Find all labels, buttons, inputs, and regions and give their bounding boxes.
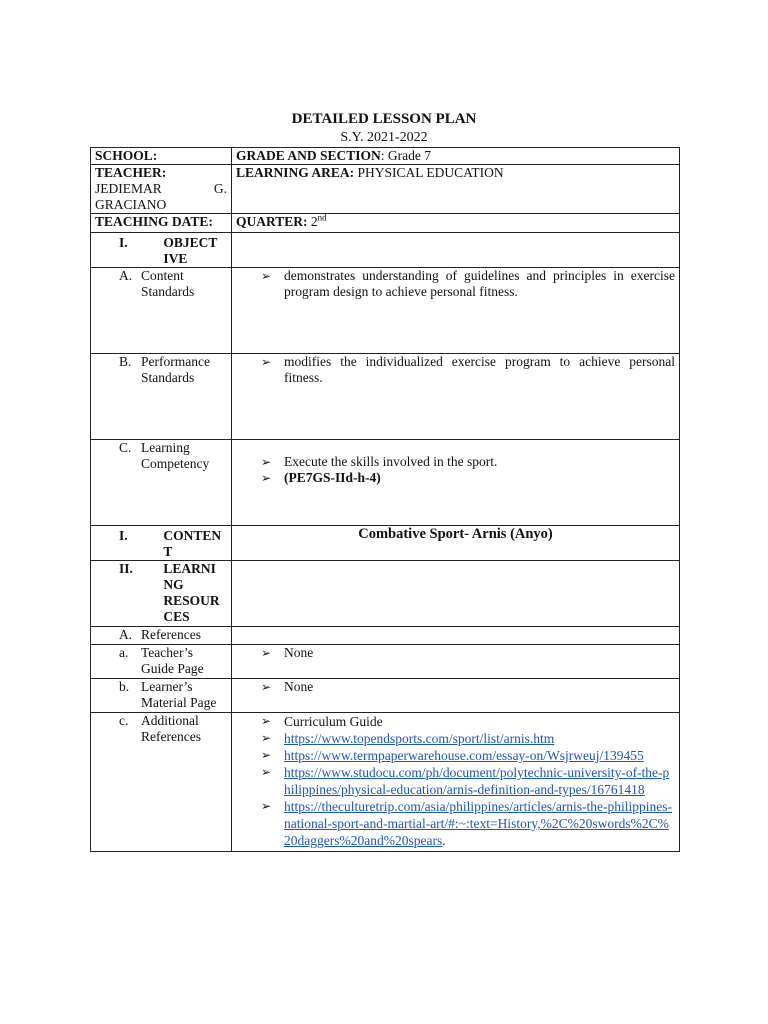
performance-standards-number: B.	[119, 354, 132, 369]
reference-link-item	[236, 764, 675, 798]
learning-competency-cell	[232, 440, 680, 526]
content-standards-number: A.	[119, 268, 133, 283]
references-value-cell	[232, 627, 680, 645]
performance-standards-item	[236, 354, 675, 386]
content-standards-cell	[232, 268, 680, 354]
teachers-guide-item	[236, 645, 675, 661]
learning-resources-label-line1: LEARNI	[163, 561, 216, 576]
reference-link-studocu[interactable]: https://www.studocu.com/ph/document/polytechnic-university-of-the-philippines/physical-education/arnis-definition-and-types/16761418	[284, 765, 670, 797]
additional-references-number: c.	[119, 713, 129, 728]
teacher-name-line	[95, 181, 227, 197]
learning-competency-label-line2: Competency	[141, 456, 210, 471]
learning-competency-label-cell	[91, 440, 232, 526]
arrowhead-bullet-icon: ➢	[261, 748, 272, 762]
references-label-cell	[91, 627, 232, 645]
content-standards-label-line2: Standards	[141, 284, 195, 299]
curriculum-guide-item	[236, 713, 675, 730]
objective-label-line2: IVE	[163, 251, 188, 266]
learning-competency-code-item	[236, 470, 675, 486]
arrowhead-bullet-icon: ➢	[261, 799, 272, 813]
content-label-line2: T	[163, 544, 173, 559]
teachers-guide-label-line1: Teacher’s	[141, 645, 194, 660]
learning-area-value: PHYSICAL EDUCATION	[354, 165, 504, 180]
teachers-guide-label-cell	[91, 645, 232, 679]
performance-standards-text: modifies the individualized exercise program to achieve personal fitness.	[284, 354, 675, 385]
teacher-last-name: GRACIANO	[95, 197, 167, 212]
learning-resources-row	[91, 561, 680, 627]
learning-resources-number: II.	[119, 561, 133, 576]
learning-resources-label-line2: NG	[163, 577, 184, 592]
reference-link-theculturetrip[interactable]: https://theculturetrip.com/asia/philippines/articles/arnis-the-philippines-national-sport-and-martial-art/#:~:text=History,%2C%20swords%2C%20daggers%20and%20spears	[284, 799, 673, 848]
content-row	[91, 526, 680, 561]
arrowhead-bullet-icon: ➢	[261, 455, 272, 469]
curriculum-guide-text: Curriculum Guide	[284, 714, 383, 729]
teacher-row	[91, 165, 680, 214]
teachers-guide-row	[91, 645, 680, 679]
objective-label-line1: OBJECT	[163, 235, 218, 250]
references-row	[91, 627, 680, 645]
content-standards-item	[236, 268, 675, 300]
grade-value: : Grade 7	[380, 148, 432, 163]
performance-standards-label-line1: Performance	[141, 354, 210, 369]
content-label-cell	[91, 526, 232, 561]
school-label: SCHOOL:	[95, 148, 158, 163]
quarter-superscript: nd	[317, 212, 327, 223]
references-number: A.	[119, 627, 133, 642]
learners-material-value: None	[284, 679, 314, 694]
quarter-cell	[232, 214, 680, 233]
performance-standards-label-line2: Standards	[141, 370, 195, 385]
teacher-middle-initial: G.	[213, 181, 227, 196]
learners-material-label-line1: Learner’s	[141, 679, 193, 694]
content-label-line1: CONTEN	[163, 528, 222, 543]
objective-number: I.	[119, 235, 128, 250]
learners-material-label-cell	[91, 679, 232, 713]
arrowhead-bullet-icon: ➢	[261, 714, 272, 728]
objective-value-cell	[232, 233, 680, 268]
additional-references-label-line1: Additional	[141, 713, 199, 728]
learning-competency-number: C.	[119, 440, 132, 455]
document-title: DETAILED LESSON PLAN	[291, 111, 477, 127]
objective-label-cell	[91, 233, 232, 268]
school-row	[91, 148, 680, 165]
teachers-guide-value: None	[284, 645, 314, 660]
learners-material-number: b.	[119, 679, 130, 694]
learning-competency-item	[236, 454, 675, 470]
additional-references-cell	[232, 713, 680, 852]
learning-resources-label-line3: RESOUR	[163, 593, 220, 608]
learning-competency-label-line1: Learning	[141, 440, 190, 455]
content-number: I.	[119, 528, 128, 543]
teacher-cell	[91, 165, 232, 214]
lesson-plan-table	[90, 147, 680, 852]
teachers-guide-number: a.	[119, 645, 129, 660]
reference-link-item	[236, 730, 675, 747]
reference-link-topendsports[interactable]: https://www.topendsports.com/sport/list/arnis.htm	[284, 731, 555, 746]
grade-cell	[232, 148, 680, 165]
date-row	[91, 214, 680, 233]
learners-material-row	[91, 679, 680, 713]
learners-material-item	[236, 679, 675, 695]
teaching-date-cell	[91, 214, 232, 233]
objective-row	[91, 233, 680, 268]
learning-resources-value-cell	[232, 561, 680, 627]
content-standards-label-cell	[91, 268, 232, 354]
reference-link-termpaperwarehouse[interactable]: https://www.termpaperwarehouse.com/essay-on/Wsjrweuj/139455	[284, 748, 644, 763]
arrowhead-bullet-icon: ➢	[261, 269, 272, 283]
arrowhead-bullet-icon: ➢	[261, 355, 272, 369]
content-title: Combative Sport- Arnis (Anyo)	[232, 526, 680, 561]
learning-resources-label-cell	[91, 561, 232, 627]
grade-label: GRADE AND SECTION	[236, 148, 381, 163]
learners-material-cell	[232, 679, 680, 713]
reference-link-item	[236, 798, 675, 849]
arrowhead-bullet-icon: ➢	[261, 731, 272, 745]
teacher-first-name: JEDIEMAR	[95, 181, 162, 196]
reference-link-item	[236, 747, 675, 764]
additional-references-label-line2: References	[141, 729, 201, 744]
teacher-label: TEACHER:	[95, 165, 167, 180]
content-standards-label-line1: Content	[141, 268, 184, 283]
content-standards-row	[91, 268, 680, 354]
learning-competency-row	[91, 440, 680, 526]
arrowhead-bullet-icon: ➢	[261, 765, 272, 779]
teachers-guide-cell	[232, 645, 680, 679]
content-standards-text: demonstrates understanding of guidelines and principles in exercise program design to achieve personal fitness.	[284, 268, 675, 299]
learning-area-cell	[232, 165, 680, 214]
arrowhead-bullet-icon: ➢	[261, 471, 272, 485]
learning-area-label: LEARNING AREA:	[236, 165, 355, 180]
learners-material-label-line2: Material Page	[141, 695, 217, 710]
school-cell	[91, 148, 232, 165]
arrowhead-bullet-icon: ➢	[261, 680, 272, 694]
learning-competency-text: Execute the skills involved in the sport.	[284, 454, 498, 469]
references-label: References	[141, 627, 201, 642]
performance-standards-cell	[232, 354, 680, 440]
teachers-guide-label-line2: Guide Page	[141, 661, 204, 676]
learning-resources-label-line4: CES	[163, 609, 190, 624]
additional-references-row	[91, 713, 680, 852]
arrowhead-bullet-icon: ➢	[261, 646, 272, 660]
quarter-label: QUARTER:	[236, 214, 308, 229]
trailing-period: .	[442, 833, 446, 848]
performance-standards-label-cell	[91, 354, 232, 440]
learning-competency-code: (PE7GS-IId-h-4)	[284, 470, 381, 485]
additional-references-label-cell	[91, 713, 232, 852]
quarter-value: 2	[307, 214, 318, 229]
school-year: S.Y. 2021-2022	[340, 130, 428, 145]
teaching-date-label: TEACHING DATE:	[95, 214, 213, 229]
performance-standards-row	[91, 354, 680, 440]
